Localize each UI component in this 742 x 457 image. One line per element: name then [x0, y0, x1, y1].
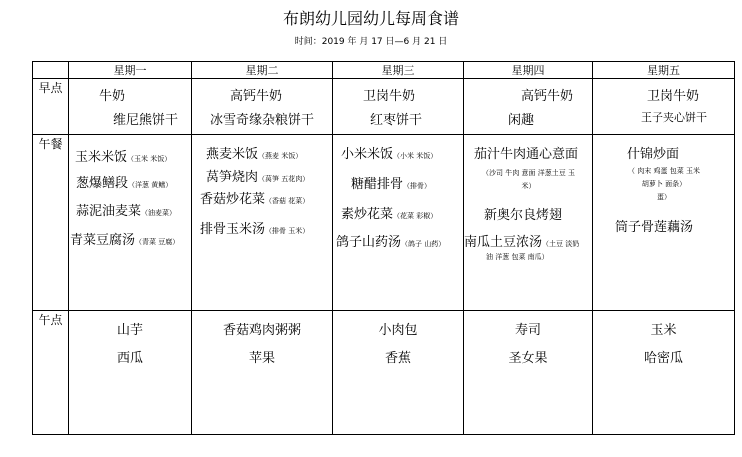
dish-name: 小米米饭 — [341, 147, 394, 162]
dish-ingredients: （洋葱 黄鳝） — [128, 181, 173, 189]
snack-cell-tue — [192, 311, 333, 435]
dish-name: 茄汁牛肉通心意面 — [474, 147, 579, 162]
dish-name: 鸽子山药汤 — [336, 235, 402, 250]
lunch-cell-wed — [333, 135, 464, 311]
lunch-item — [200, 188, 309, 207]
dish-name: 素炒花菜 — [341, 207, 394, 222]
breakfast-item: 卫岗牛奶 — [363, 89, 416, 104]
snack-item: 苹果 — [248, 351, 275, 366]
lunch-item — [351, 173, 431, 192]
dish-name: 青菜豆腐汤 — [70, 233, 136, 248]
dish-name: 什锦炒面 — [627, 147, 680, 162]
breakfast-cell-wed — [333, 79, 464, 135]
dish-ingredients — [593, 165, 735, 204]
lunch-cell-mon — [69, 135, 192, 311]
dish-name: 香菇炒花菜 — [200, 192, 266, 207]
snack-item: 西瓜 — [116, 351, 143, 366]
day-header-wed: 星期三 — [333, 62, 464, 79]
dish-name: 葱爆鳝段 — [76, 176, 129, 191]
corner-cell — [33, 62, 69, 79]
dish-ingredients — [464, 167, 593, 193]
date-range: 时间：2019 年 月 17 日—6 月 21 日 — [294, 37, 448, 47]
ingredient-line: 胡萝卜 面条） — [641, 180, 687, 188]
lunch-item — [336, 231, 445, 250]
ingredient-line: （ 肉末 鸡蛋 包菜 玉米 — [628, 167, 700, 175]
ingredient-line: 蛋） — [657, 193, 671, 201]
dish-name: 新奥尔良烤翅 — [484, 208, 563, 223]
lunch-item — [75, 146, 171, 165]
day-header-thu: 星期四 — [464, 62, 593, 79]
dish-name: 南瓜土豆浓汤 — [464, 235, 543, 250]
lunch-item — [76, 172, 172, 191]
dish-ingredients: （鸽子 山药） — [401, 240, 446, 248]
lunch-item — [206, 166, 309, 185]
dish-name: 蒜泥油麦菜 — [76, 204, 142, 219]
dish-ingredients: （土豆 淡奶 — [542, 240, 580, 248]
dish-name: 莴笋烧肉 — [206, 170, 259, 185]
snack-item: 香菇鸡肉粥粥 — [222, 323, 301, 338]
meal-label-snack: 午点 — [33, 311, 69, 435]
dish-ingredients: （油麦菜） — [141, 209, 177, 217]
snack-row — [33, 311, 735, 435]
lunch-cell-fri — [593, 135, 735, 311]
snack-item: 哈密瓜 — [643, 351, 683, 366]
dish-ingredients: （小米 米饭） — [393, 152, 438, 160]
dish-ingredients: （花菜 彩椒） — [393, 212, 438, 220]
day-header-tue: 星期二 — [192, 62, 333, 79]
breakfast-item: 高钙牛奶 — [230, 89, 283, 104]
ingredient-line: 米） — [521, 182, 536, 190]
dish-ingredients: （莴笋 五花肉） — [258, 175, 310, 183]
dish-ingredients: （玉米 米饭） — [127, 155, 172, 163]
lunch-item — [206, 143, 302, 162]
lunch-item — [341, 203, 437, 222]
dish-ingredients: （香菇 花菜） — [265, 197, 310, 205]
meal-label-lunch: 午餐 — [33, 135, 69, 311]
dish-name: 筒子骨莲藕汤 — [615, 220, 694, 235]
snack-item: 圣女果 — [508, 351, 548, 366]
ingredient-line: （沙司 牛肉 意面 洋葱土豆 玉 — [482, 169, 575, 177]
dish-ingredients: （燕麦 米饭） — [258, 152, 303, 160]
breakfast-item: 高钙牛奶 — [521, 89, 574, 104]
snack-cell-thu — [464, 311, 593, 435]
breakfast-cell-mon — [69, 79, 192, 135]
dish-name: 玉米米饭 — [75, 150, 128, 165]
snack-item: 香蕉 — [384, 351, 411, 366]
day-header-fri: 星期五 — [593, 62, 735, 79]
breakfast-cell-fri — [593, 79, 735, 135]
lunch-row — [33, 135, 735, 311]
day-header-mon: 星期一 — [69, 62, 192, 79]
snack-item: 玉米 — [650, 323, 677, 338]
snack-cell-mon — [69, 311, 192, 435]
dish-ingredients: （排骨） — [403, 182, 432, 190]
lunch-cell-thu — [464, 135, 593, 311]
breakfast-cell-tue — [192, 79, 333, 135]
breakfast-item: 闲趣 — [508, 113, 535, 128]
meal-label-breakfast: 早点 — [33, 79, 69, 135]
snack-cell-wed — [333, 311, 464, 435]
dish-name: 燕麦米饭 — [206, 147, 259, 162]
dish-ingredients: （排骨 玉米） — [265, 227, 310, 235]
lunch-item — [200, 218, 309, 237]
lunch-item — [341, 143, 437, 162]
breakfast-item: 红枣饼干 — [370, 113, 423, 128]
breakfast-cell-thu — [464, 79, 593, 135]
page-title: 布朗幼儿园幼儿每周食谱 — [282, 9, 459, 28]
dish-ingredients: （青菜 豆腐） — [135, 238, 180, 246]
lunch-cell-tue — [192, 135, 333, 311]
breakfast-item: 维尼熊饼干 — [113, 113, 179, 128]
dish-name: 排骨玉米汤 — [200, 222, 266, 237]
ingredient-line: 油 洋葱 包菜 南瓜） — [486, 253, 549, 261]
header-row — [33, 62, 735, 79]
breakfast-row — [33, 79, 735, 135]
snack-item: 寿司 — [514, 323, 541, 338]
weekly-menu-table — [32, 61, 735, 435]
dish-name: 糖醋排骨 — [351, 177, 404, 192]
breakfast-item: 牛奶 — [99, 89, 126, 104]
lunch-item — [70, 229, 179, 248]
snack-item: 山芋 — [116, 323, 143, 338]
breakfast-item: 王子夹心饼干 — [641, 111, 707, 124]
lunch-item — [464, 231, 579, 250]
lunch-item — [76, 200, 176, 219]
breakfast-item: 冰雪奇缘杂粮饼干 — [210, 113, 315, 128]
breakfast-item: 卫岗牛奶 — [647, 89, 700, 104]
snack-item: 小肉包 — [378, 323, 418, 338]
snack-cell-fri — [593, 311, 735, 435]
